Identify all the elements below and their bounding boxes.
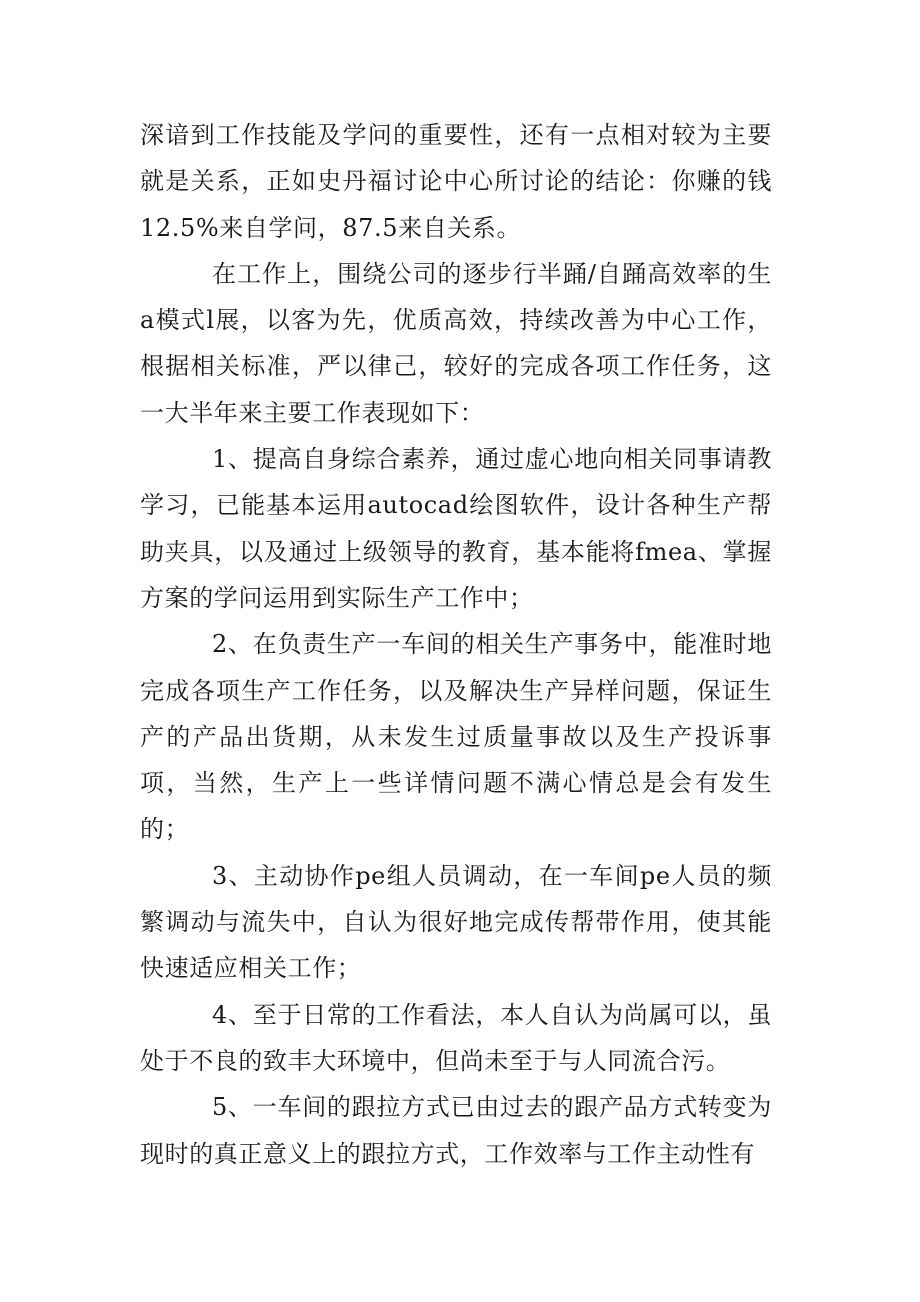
paragraph-item-5: 5、一车间的跟拉方式已由过去的跟产品方式转变为现时的真正意义上的跟拉方式，工作效率与工作主动性有 (140, 1093, 772, 1168)
paragraph-work-overview: 在工作上，围绕公司的逐步行半踊/自踊高效率的生a模式l展，以客为先，优质高效，持续改善为中心工作，根据相关标准，严以律己，较好的完成各项工作任务，这一大半年来主要工作表现如下： (140, 259, 772, 427)
paragraph-item-3: 3、主动协作pe组人员调动，在一车间pe人员的频繁调动与流失中，自认为很好地完成传帮带作用，使其能快速适应相关工作； (140, 861, 772, 983)
document-body (140, 112, 772, 1177)
paragraph-continuation: 深谙到工作技能及学问的重要性，还有一点相对较为主要就是关系，正如史丹福讨论中心所讨论的结论：你赚的钱12.5%来自学问，87.5来自关系。 (140, 121, 772, 242)
paragraph-item-4: 4、至于日常的工作看法，本人自认为尚属可以，虽处于不良的致丰大环境中，但尚未至于与人同流合污。 (140, 1000, 772, 1075)
paragraph-item-2: 2、在负责生产一车间的相关生产事务中，能准时地完成各项生产工作任务，以及解决生产异样问题，保证生产的产品出货期，从未发生过质量事故以及生产投诉事项，当然，生产上一些详情问题不满心情总是会有发生的； (140, 630, 772, 844)
paragraph-item-1: 1、提高自身综合素养，通过虚心地向相关同事请教学习，已能基本运用autocad绘图软件，设计各种生产帮助夹具，以及通过上级领导的教育，基本能将fmea、掌握方案的学问运用到实际生产工作中； (140, 445, 772, 612)
